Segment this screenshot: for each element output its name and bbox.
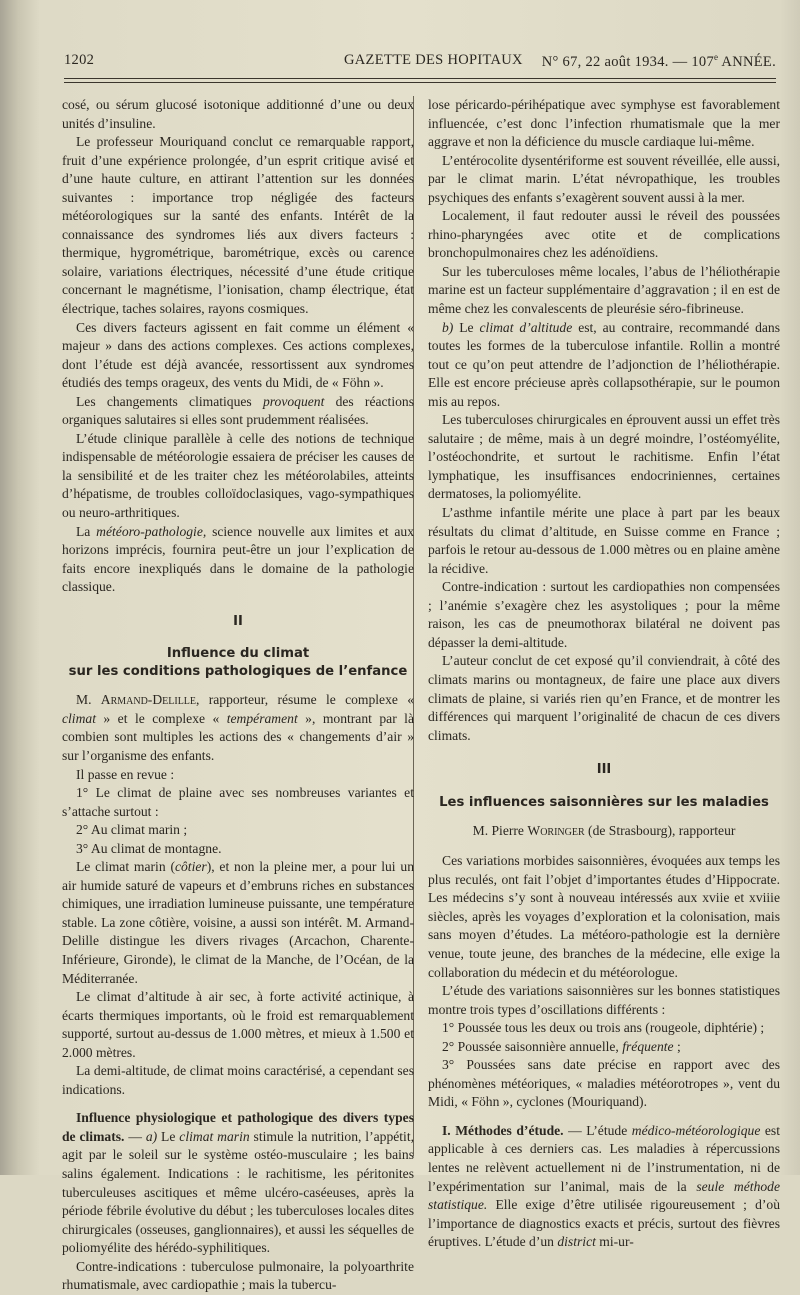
text: » et le complexe « [95, 710, 227, 726]
paragraph: Il passe en revue : [76, 766, 175, 782]
italic-text: district [557, 1234, 596, 1250]
text: , rapporteur, résume le complexe « [196, 692, 414, 708]
text: M. [76, 692, 101, 708]
text: M. Pierre [472, 822, 528, 838]
text: La [76, 523, 97, 539]
text: ; [673, 1038, 681, 1054]
paragraph: Sur les tuberculoses même locales, l’abus de l’héliothérapie marine est un facteur supplémentaire d’aggravation ; il en est de même chez les convalescents de pleurésie séro-fibrineuse. [428, 263, 780, 317]
author-name: Woringer [527, 822, 585, 838]
text: stimule la nutrition, l’appétit, agit par le soleil sur le système ostéo-musculaire ; les bains salins également. Indications : le rachitisme, les péritonites tuberculeuses ascitiques et même ulcéro-caséeuses, après la période fébrile évolutive du début ; les tuberculoses locales dites chirurgicales (osseuses, ganglionnaires), et aussi les séquelles de poliomyélite des hérédo-syphilitiques. [62, 1128, 415, 1256]
paragraph: L’étude des variations saisonnières sur les bonnes statistiques montre trois types d’oscillations différents : [428, 983, 780, 1017]
list-item: 3° Au climat de montagne. [76, 840, 222, 856]
text: mi-ur- [595, 1234, 634, 1250]
italic-text: médico-météorologique [631, 1122, 761, 1138]
list-item [428, 1038, 780, 1057]
spacer [428, 1112, 780, 1122]
italic-text: seule méthode statistique. [428, 1178, 780, 1213]
section-title: Les influences saisonnières sur les maladies [439, 794, 769, 810]
page-header [64, 52, 776, 74]
text: », montrant par là combien sont multiples les actions des « changements d’air » sur l’organisme des enfants. [62, 710, 414, 763]
journal-title: GAZETTE DES HOPITAUX [344, 52, 523, 68]
page-number: 1202 [64, 52, 95, 68]
text: est, au contraire, recommandé dans toutes les formes de la tuberculose infantile. Rollin a montré tout ce qu’on peut attendre de l’adjonction de l’héliothérapie. Elle est encore précieuse après collapsothérapie, sur le poumon mis au repos. [428, 319, 781, 409]
paragraph: L’asthme infantile mérite une place à part par les beaux résultats du climat d’altitude, en Suisse comme en France ; parfois le retour au-dessous de 1.000 mètres ou en plaine amène la récidive. [428, 505, 780, 576]
paragraph: Localement, il faut redouter aussi le réveil des poussées rhino-pharyngées avec otite et de complications bronchopulmonaires chez les adénoïdiens. [428, 208, 780, 261]
section-title [62, 645, 414, 681]
issue-number: N° 67, 22 août 1934. — 107 [541, 53, 715, 70]
text: science nouvelle aux limites et aux horizons imprécis, fournira peut-être un jour l’explication de faits encore inexpliqués dans le domaine de la pathologie classique. [62, 523, 414, 595]
italic-text: climat marin [179, 1128, 250, 1144]
italic-text: climat [62, 710, 96, 726]
text: des réactions organiques salutaires si elles sont prudemment réalisées. [62, 393, 414, 428]
header-rule [64, 78, 776, 79]
left-column [62, 96, 414, 1295]
rapporteur-line [428, 822, 780, 841]
italic-text: provoquent [262, 393, 325, 409]
italic-text: tempérament [226, 710, 298, 726]
paragraph: Les tuberculoses chirurgicales en éprouvent aussi un effet très salutaire ; de même, mais à un degré moindre, l’ostéomyélite, l’ostéochondrite, et surtout le rachitisme. Enfin l’état lymphatique, les insuffisances endocriniennes, certaines dermatoses, la poliomyélite. [428, 412, 780, 502]
section-title-line: sur les conditions pathologiques de l’enfance [68, 664, 408, 680]
italic-text: fréquente [622, 1038, 674, 1054]
italic-text: climat d’altitude [479, 319, 573, 335]
italic-text: b) [442, 319, 454, 335]
paragraph: La demi-altitude, de climat moins caractérisé, a cependant ses indications. [62, 1063, 414, 1097]
list-item: 1° Le climat de plaine avec ses nombreuses variantes et s’attache surtout : [62, 785, 414, 819]
text: Le [157, 1128, 180, 1144]
header-rule-double [64, 82, 776, 83]
text: ), et non la pleine mer, a pour lui un air humide saturé de vapeurs et d’embruns riches en substances chimiques, une irradiation lumineuse puissante, une température stable. La zone côtière, voisine, a aussi son intérêt. M. Armand-Delille distingue les divers rivages (Arcachon, Charente-Inférieure, Gironde), le climat de la Manche, de l’Océan, de la Méditerranée. [62, 859, 414, 986]
paragraph [428, 319, 780, 412]
section-number: II [233, 613, 243, 629]
right-column [428, 96, 780, 1252]
paragraph: L’étude clinique parallèle à celle des notions de technique indispensable de météorologie essaiera de préciser les causes de la sensibilité et de les traiter chez les météorolabiles, atteints d’hépatisme, de troubles colloïdoclasiques, vago-sympathiques ou neuro-arthritiques. [62, 430, 414, 521]
section-number: III [596, 762, 612, 778]
text: — L’étude [563, 1122, 632, 1138]
text: (de Strasbourg), rapporteur [584, 822, 736, 838]
text: 2° Poussée saisonnière annuelle, [442, 1038, 623, 1054]
paragraph: Ces divers facteurs agissent en fait comme un élément « majeur » dans des actions complexes. Ces actions complexes, dont l’étude est déjà avancée, ressortissent aux syndromes étudiés des temps orageux, des vents du Midi, de « Föhn ». [62, 319, 414, 391]
list-item: 3° Poussées sans date précise en rapport avec des phénomènes météoriques, « maladies météorotropes », vent du Midi, « Föhn », cyclones (Mouriquand). [428, 1057, 780, 1110]
paragraph: Le professeur Mouriquand conclut ce remarquable rapport, fruit d’une expérience prolongée, d’un esprit critique avisé et d’une haute culture, en attirant l’attention sur les données suivantes : importance trop négligée des facteurs météorologiques sur la santé des enfants. Intérêt de la connaissance des syndromes liés aux divers facteurs : thermique, hygrométrique, barométrique, excès ou carence solaire, variations électriques, nécessité d’une étude critique concernant le magnétisme, l’ionisation, champ électrique, état électrique, taches solaires, rayons cosmiques. [62, 134, 414, 317]
spacer [62, 1099, 414, 1109]
issue-suffix: ANNÉE. [718, 53, 776, 70]
paragraph: L’auteur conclut de cet exposé qu’il conviendrait, à côté des climats marins ou montagneux, de faire une place aux divers climats de plaine, si variés rien qu’en France, et de montrer les différences qui marquent l’originalité de chacun de ces divers climats. [428, 653, 780, 743]
author-name: Armand-Delille [100, 692, 197, 708]
paragraph: Contre-indication : surtout les cardiopathies non compensées ; l’anémie s’exagère chez les asystoliques ; pour la même raison, les cas de pneumothorax bilatéral ne doivent pas dépasser la demi-altitude. [428, 579, 780, 650]
issue-sup: e [714, 52, 719, 62]
paragraph [62, 523, 414, 597]
bold-heading: Influence physiologique et pathologique des divers types de climats. [62, 1110, 414, 1144]
italic-text: a) [145, 1128, 158, 1144]
section-title-line: Influence du climat [166, 646, 310, 662]
paragraph [428, 1122, 780, 1252]
text: — [124, 1128, 146, 1144]
text: Le [453, 319, 480, 335]
text: Le climat marin ( [76, 859, 175, 875]
paragraph: Contre-indications : tuberculose pulmonaire, la polyoarthrite rhumatismale, avec cardiopathie ; mais la tubercu- [62, 1258, 414, 1293]
paragraph [62, 691, 414, 765]
text: Les changements climatiques [76, 393, 263, 409]
paragraph: Le climat d’altitude à air sec, à forte activité actinique, à écarts thermiques importants, où le froid est remarquablement supporté, surtout au-dessus de 1.000 mètres, et mieux à 1.500 et 2.000 mètres. [62, 989, 414, 1060]
italic-text: côtier [174, 859, 207, 875]
italic-text: météoro-pathologie, [96, 523, 207, 539]
issue-info [542, 52, 776, 71]
list-item: 1° Poussée tous les deux ou trois ans (rougeole, diphtérie) ; [442, 1020, 765, 1036]
paragraph [62, 1109, 414, 1257]
paragraph: Ces variations morbides saisonnières, évoquées aux temps les plus reculés, ont fait l’objet d’importantes études d’Hippocrate. Les médecins s’y sont à nouveau intéressés aux xviie et xviiie siècles, après les voyages d’exploration et la colonisation, mais sans moyen d’études. La météoro-pathologie est la dernière venue, toute jeune, des branches de la médecine, elle exige la collaboration du médecin et du météorologue. [428, 853, 780, 980]
paragraph [62, 858, 414, 988]
paragraph [62, 393, 414, 430]
bold-heading: I. Méthodes d’étude. [442, 1122, 564, 1138]
list-item: 2° Au climat marin ; [76, 822, 188, 838]
paragraph: cosé, ou sérum glucosé isotonique additionné d’une ou deux unités d’insuline. [62, 97, 414, 131]
text: Elle exige d’être utilisée rigoureusement ; d’où l’importance de diagnostics exacts et précis, surtout des fièvres éruptives. L’étude d’un [428, 1197, 780, 1250]
paragraph: L’entérocolite dysentériforme est souvent réveillée, elle aussi, par le climat marin. L’état névropathique, les troubles psychiques des enfants s’exagèrent souvent aussi à la mer. [428, 152, 780, 205]
paragraph: lose péricardo-périhépatique avec symphyse est favorablement influencée, c’est donc l’infection rhumatismale que la mer aggrave et non la déficience du muscle cardiaque lui-même. [428, 97, 780, 150]
text: est applicable à ces derniers cas. Les maladies à répercussions lentes ne relèvent actuellement ni de l’instrumentation, ni de l’expérimentation sur l’animal, mais de la [428, 1122, 780, 1194]
